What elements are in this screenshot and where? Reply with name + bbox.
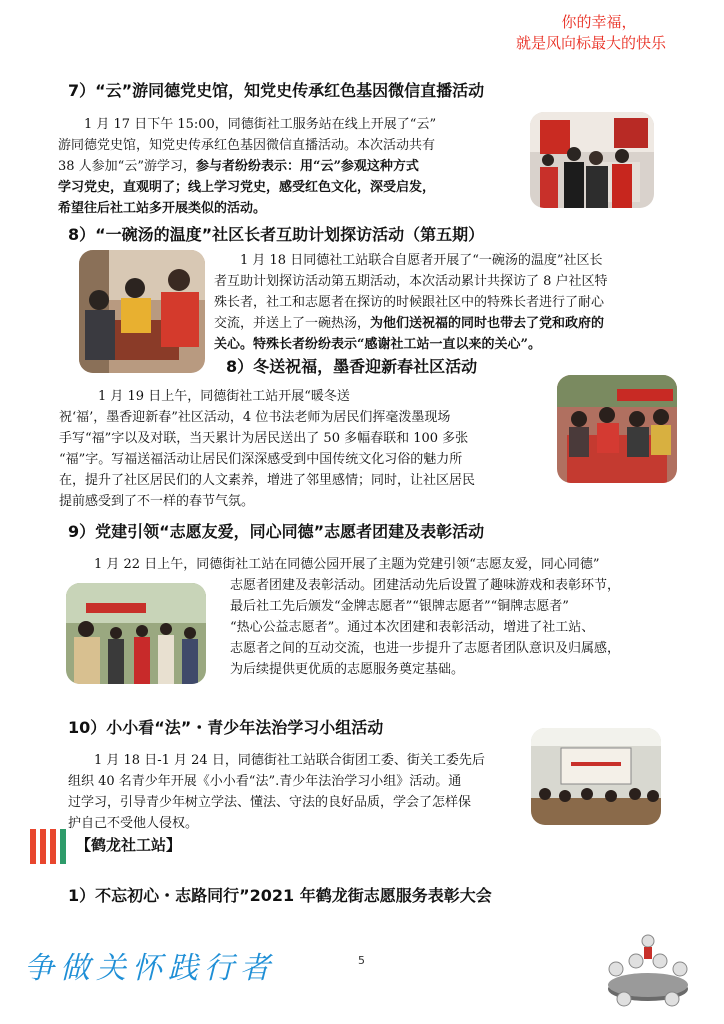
line: 组织 40 名青少年开展《小小看“法”.青少年法治学习小组》活动。通 (68, 774, 462, 789)
line: 提前感受到了不一样的春节气氛。 (59, 494, 255, 509)
item-8a-body (214, 250, 661, 355)
red-bar (50, 829, 56, 864)
item-8a-photo (79, 250, 205, 373)
line: 护自己不受他人侵权。 (68, 816, 199, 831)
item-9-heading: 9）党建引领“志愿友爱，同心同德”志愿者团建及表彰活动 (68, 522, 485, 541)
line: 志愿者团建及表彰活动。团建活动先后设置了趣味游戏和表彰环节， (230, 578, 621, 593)
header-slogan (515, 12, 666, 54)
line: 希望往后社工站多开展类似的活动。 (58, 201, 267, 216)
item-8a-heading: 8）“一碗汤的温度”社区长者互助计划探访活动（第五期） (68, 225, 485, 244)
item-9-body (230, 575, 660, 680)
item-11-heading: 1）不忘初心・志路同行”2021 年鹤龙街志愿服务表彰大会 (68, 886, 492, 905)
green-bar (60, 829, 66, 864)
item-10-photo (531, 728, 661, 825)
line: 38 人参加“云”游学习，参与者纷纷表示：用“云”参观这种方式 (58, 159, 419, 174)
footer-calligraphy: 争做关怀践行者 (24, 951, 276, 986)
line: 祝‘福’，墨香迎新春”社区活动，4 位书法老师为居民们挥毫泼墨现场 (59, 410, 451, 425)
item-7-photo (530, 112, 654, 208)
line: 者互助计划探访活动第五期活动，本次活动累计共探访了 8 户社区特 (214, 274, 608, 289)
line: 殊长者，社工和志愿者在探访的时候跟社区中的特殊长者进行了耐心 (214, 295, 605, 310)
item-9-body-first-line: 1 月 22 日上午，同德街社工站在同德公园开展了主题为党建引领“志愿友爱，同心同德” (68, 557, 600, 572)
slogan-line-1: 你的幸福， (561, 13, 637, 31)
line: 为后续提供更优质的志愿服务奠定基础。 (230, 662, 465, 677)
item-8b-photo (557, 375, 677, 483)
item-7-body (58, 114, 523, 219)
line: 1 月 18 日同德社工站联合自愿者开展了“一碗汤的温度”社区长 (214, 253, 603, 268)
line: 游同德党史馆，知党史传承红色基因微信直播活动。本次活动共有 (58, 138, 436, 153)
section-title: 【鹤龙社工站】 (76, 836, 182, 854)
item-7-heading: 7）“云”游同德党史馆，知党史传承红色基因微信直播活动 (68, 81, 485, 100)
red-bar (40, 829, 46, 864)
slogan-line-2: 就是风向标最大的快乐 (515, 34, 666, 52)
line: “福”字。写福送福活动让居民们深深感受到中国传统文化习俗的魅力所 (59, 452, 463, 467)
item-8b-heading: 8）冬送祝福，墨香迎新春社区活动 (226, 357, 478, 376)
item-9-photo (66, 583, 206, 684)
line: 1 月 17 日下午 15:00，同德街社工服务站在线上开展了“云” (58, 117, 437, 132)
line: 学习党史，直观明了；线上学习党史，感受红色文化，深受启发， (58, 180, 436, 195)
line: “热心公益志愿者”。通过本次团建和表彰活动，增进了社工站、 (230, 620, 595, 635)
section-decor-bars (30, 829, 70, 864)
line: 1 月 18 日-1 月 24 日，同德街社工站联合街团工委、街关工委先后 (68, 753, 485, 768)
footer-meeting-figures-illustration (600, 933, 696, 1011)
line: 手写“福”字以及对联，当天累计为居民送出了 50 多幅春联和 100 多张 (59, 431, 469, 446)
line: 志愿者之间的互动交流，也进一步提升了志愿者团队意识及归属感， (230, 641, 621, 656)
item-10-heading: 10）小小看“法”・青少年法治学习小组活动 (68, 718, 384, 737)
red-bar (30, 829, 36, 864)
line: 过学习，引导青少年树立学法、懂法、守法的良好品质，学会了怎样保 (68, 795, 472, 810)
item-8b-body (59, 386, 537, 512)
line: 交流，并送上了一碗热汤，为他们送祝福的同时也带去了党和政府的 (214, 316, 605, 331)
line: 最后社工先后颁发“金牌志愿者”“银牌志愿者”“铜牌志愿者” (230, 599, 569, 614)
page-number: 5 (358, 954, 365, 967)
line: 关心。特殊长者纷纷表示“感谢社工站一直以来的关心”。 (214, 337, 541, 352)
line: 在，提升了社区居民们的人文素养，增进了邻里感情；同时，让社区居民 (59, 473, 476, 488)
item-10-body (68, 750, 523, 834)
line: 1 月 19 日上午，同德街社工站开展“暖冬送 (59, 389, 350, 404)
